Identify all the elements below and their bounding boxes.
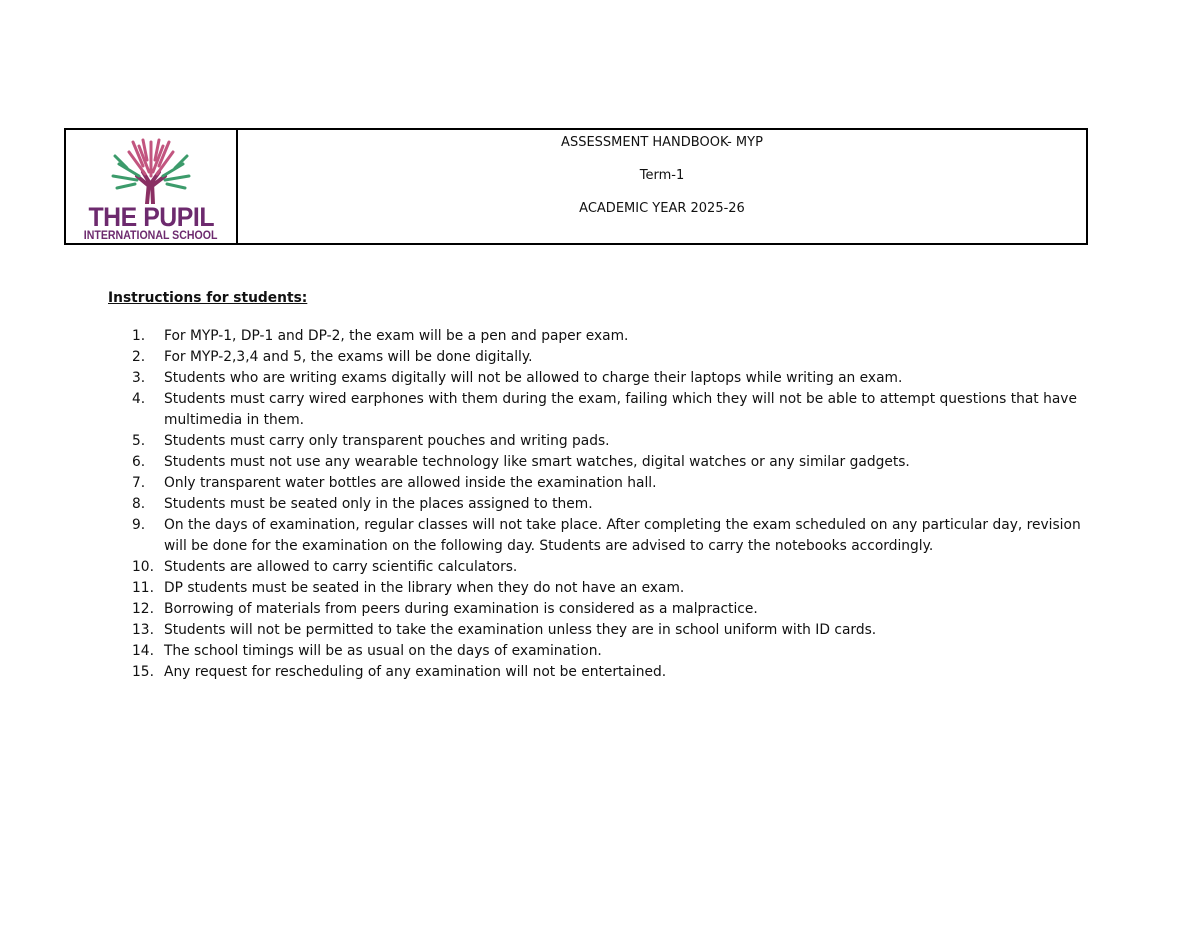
list-item: Students must be seated only in the places assigned to them.: [164, 496, 593, 512]
term-label: Term-1: [639, 168, 685, 183]
header-table: [64, 128, 1088, 245]
academic-year: ACADEMIC YEAR 2025-26: [579, 201, 745, 216]
logo-school-subtitle: INTERNATIONAL SCHOOL: [84, 230, 218, 242]
list-item: DP students must be seated in the library when they do not have an exam.: [164, 580, 685, 596]
instructions-section: [108, 290, 1088, 683]
school-logo: [66, 130, 238, 243]
header-title-cell: [238, 130, 1086, 243]
list-item: Students must carry wired earphones with them during the exam, failing which they will not be able to attempt questions that have multimedia in them.: [164, 391, 1077, 428]
instructions-list: [108, 326, 1088, 683]
list-item: For MYP-2,3,4 and 5, the exams will be done digitally.: [164, 349, 533, 365]
list-item: Only transparent water bottles are allowed inside the examination hall.: [164, 475, 657, 491]
handbook-title: ASSESSMENT HANDBOOK- MYP: [561, 135, 763, 150]
list-item: Students who are writing exams digitally will not be allowed to charge their laptops while writing an exam.: [164, 370, 903, 386]
list-item: Borrowing of materials from peers during examination is considered as a malpractice.: [164, 601, 758, 617]
tree-logo-icon: [99, 136, 203, 204]
list-item: Students are allowed to carry scientific calculators.: [164, 559, 518, 575]
list-item: Students must not use any wearable technology like smart watches, digital watches or any similar gadgets.: [164, 454, 910, 470]
list-item: The school timings will be as usual on the days of examination.: [164, 643, 602, 659]
list-item: Any request for rescheduling of any examination will not be entertained.: [164, 664, 667, 680]
logo-school-name: THE PUPIL: [88, 202, 214, 232]
instructions-heading: Instructions for students:: [108, 290, 308, 306]
list-item: Students will not be permitted to take the examination unless they are in school uniform with ID cards.: [164, 622, 877, 638]
list-item: Students must carry only transparent pouches and writing pads.: [164, 433, 610, 449]
list-item: On the days of examination, regular classes will not take place. After completing the exam scheduled on any particular day, revision will be done for the examination on the following day. Students are advised to carry the notebooks accordingly.: [164, 517, 1081, 554]
list-item: For MYP-1, DP-1 and DP-2, the exam will be a pen and paper exam.: [164, 328, 629, 344]
